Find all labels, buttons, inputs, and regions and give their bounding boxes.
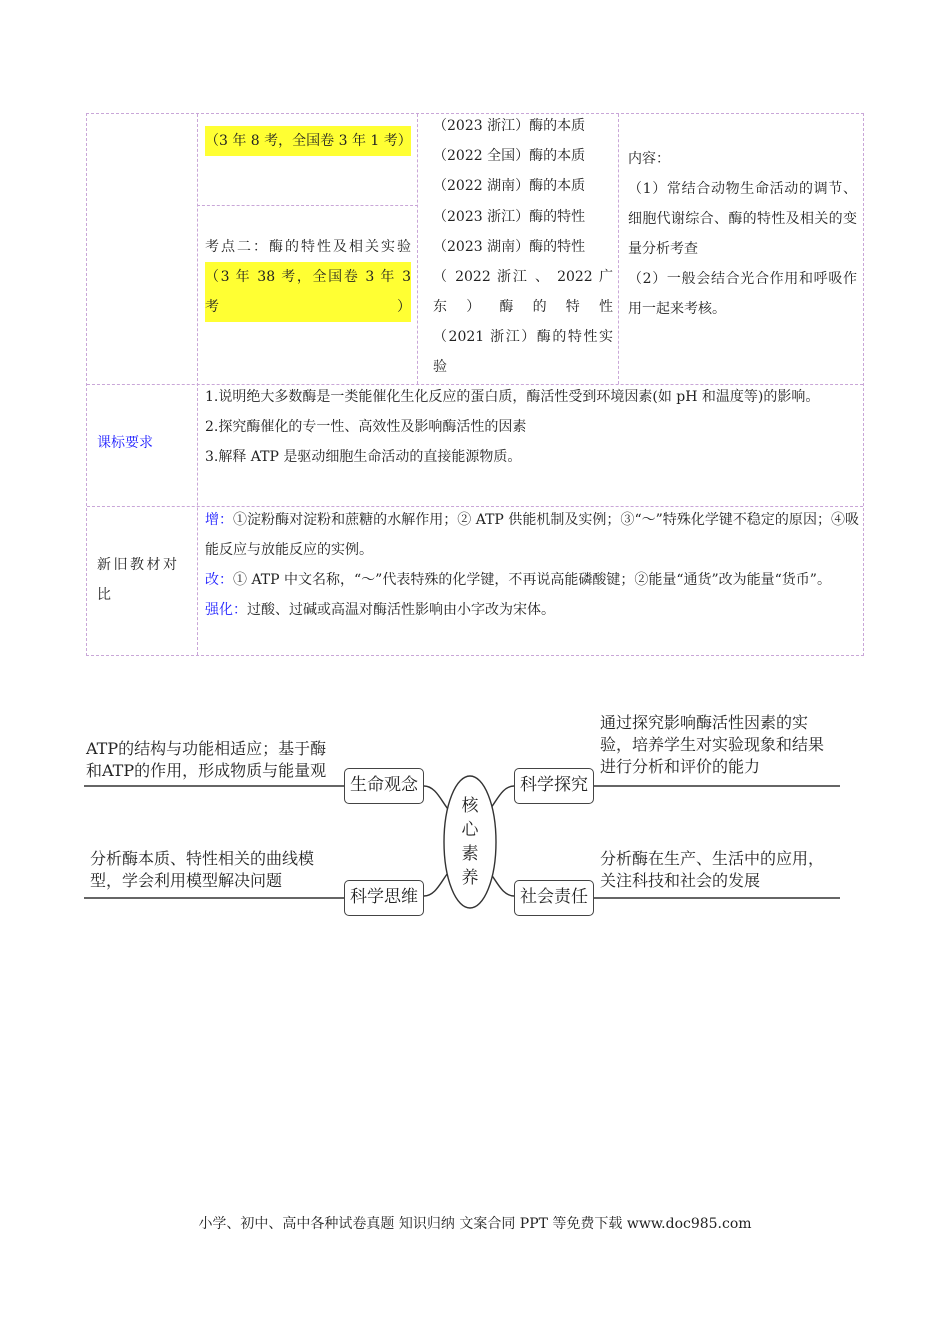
trend-item: （1）常结合动物生命活动的调节、细胞代谢综合、酶的特性及相关的变量分析考查 [628,181,857,257]
paper-item: （2023 浙江）酶的本质 [433,118,586,134]
compare-add-label: 增： [205,512,234,528]
compare-change-label: 改： [205,572,233,588]
life-text: ATP的结构与功能相适应；基于酶 和ATP的作用，形成物质与能量观 [86,739,327,780]
paper-item: （2021 浙江）酶的特性实验 [433,329,613,375]
topic-two-frequency: （3 年 38 考，全国卷 3 年 3 考） [205,262,411,322]
curriculum-cell [205,382,859,472]
page-footer: 小学、初中、高中各种试卷真题 知识归纳 文案合同 PPT 等免费下载 www.doc985.com [198,1216,752,1232]
compare-strengthen [205,595,859,625]
social-text: 分析酶在生产、生活中的应用， 关注科技和社会的发展 [600,849,825,890]
curriculum-item: 2.探究酶催化的专一性、高效性及影响酶活性的因素 [205,419,527,435]
table-divider [197,205,418,206]
trend-title: 内容： [628,151,670,167]
topic-two-papers [433,202,613,382]
thinking-text: 分析酶本质、特性相关的曲线模 型，学会利用模型解决问题 [90,849,315,890]
topic-two-cell [205,232,411,322]
trend-cell [628,144,857,324]
compare-cell [205,505,859,625]
compare-label: 新旧教材对比 [97,557,177,603]
paper-item: （2022 全国）酶的本质 [433,148,586,164]
curriculum-label: 课标要求 [97,435,153,451]
compare-change [205,565,859,595]
paper-item: （2023 浙江）酶的特性 [433,209,586,225]
center-label: 核心素养 [461,796,479,888]
topic-two-title: 考点二：酶的特性及相关实验 [205,239,411,255]
inquiry-text: 通过探究影响酶活性因素的实 验，培养学生对实验现象和结果 进行分析和评价的能力 [600,713,825,776]
topic-one-cell [205,126,411,156]
topic-one-frequency: （3 年 8 考，全国卷 3 年 1 考） [205,126,411,156]
curriculum-item: 3.解释 ATP 是驱动细胞生命活动的直接能源物质。 [205,449,522,465]
table-divider [417,114,418,384]
paper-item: （2022 湖南）酶的本质 [433,178,586,194]
compare-strengthen-text: 过酸、过碱或高温对酶活性影响由小字改为宋体。 [247,602,555,618]
compare-change-text: ① ATP 中文名称，“～”代表特殊的化学键，不再说高能磷酸键；②能量“通货”改为能量“货币”。 [233,572,831,588]
scientific-inquiry-node: 科学探究 [514,768,594,804]
compare-add-text: ①淀粉酶对淀粉和蔗糖的水解作用；② ATP 供能机制及实例；③“～”特殊化学键不稳定的原因；④吸能反应与放能反应的实例。 [205,512,859,558]
curriculum-item: 1.说明绝大多数酶是一类能催化生化反应的蛋白质，酶活性受到环境因素(如 pH 和温度等)的影响。 [205,389,820,405]
core-literacy-mindmap [84,706,844,920]
topic-one-papers [433,111,613,201]
paper-item: （ 2022 浙江 、 2022 广东）酶的特性 [433,269,613,315]
compare-add [205,505,859,565]
exam-analysis-table [86,113,864,656]
scientific-thinking-node: 科学思维 [344,880,424,916]
table-divider [618,114,619,384]
social-responsibility-node: 社会责任 [514,880,594,916]
trend-item: （2）一般会结合光合作用和呼吸作用一起来考核。 [628,271,857,317]
compare-strengthen-label: 强化： [205,602,247,618]
paper-item: （2023 湖南）酶的特性 [433,239,586,255]
life-concept-node: 生命观念 [344,768,424,804]
